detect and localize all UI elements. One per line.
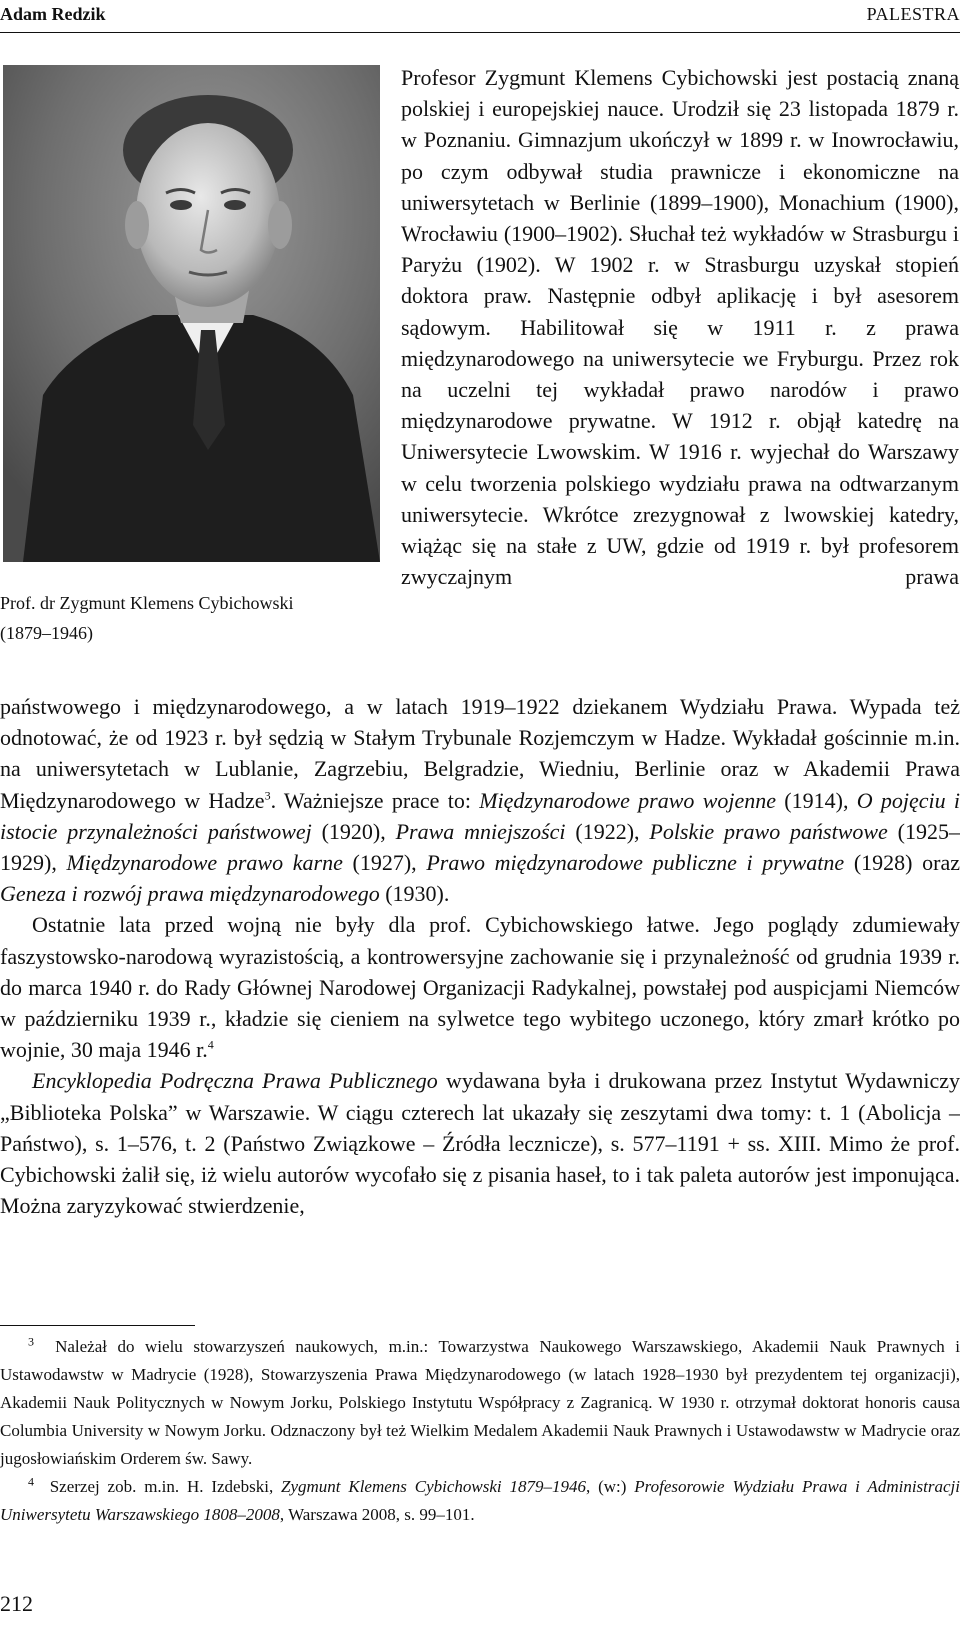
work-year: (1914),: [776, 787, 857, 813]
work-title: Prawa mniejszości: [395, 818, 566, 844]
caption-name: Prof. dr Zygmunt Klemens Cybichowski: [0, 593, 294, 613]
page-number: 212: [0, 1591, 33, 1616]
encyclopedia-title: Encyklopedia Podręczna Prawa Publicznego: [32, 1068, 438, 1094]
caption-dates: (1879–1946): [0, 623, 93, 643]
footnote-4-text-a: Szerzej zob. m.in. H. Izdebski,: [49, 1477, 282, 1496]
work-title: Geneza i rozwój prawa międzynarodowego: [0, 881, 380, 907]
footnote-4-title: Zygmunt Klemens Cybichowski 1879–1946: [281, 1477, 586, 1496]
footnote-4-text-c: , Warszawa 2008, s. 99–101.: [279, 1505, 475, 1524]
work-year: (1925–1929),: [0, 818, 960, 876]
footnote-4-book: Profesorowie Wydziału Prawa i Administracji Uniwersytetu Warszawskiego 1808–2008: [0, 1477, 960, 1524]
work-title: Międzynarodowe prawo karne: [66, 850, 343, 876]
work-year: (1920),: [311, 818, 396, 844]
header-author: Adam Redzik: [0, 4, 106, 24]
header-journal: PALESTRA: [866, 4, 960, 24]
paragraph-1: [0, 691, 960, 909]
work-year: (1930).: [379, 881, 450, 907]
paragraph-2: [0, 909, 960, 1065]
footnote-4-text-b: , (w:): [585, 1477, 635, 1496]
p1-text-b: . Ważniejsze prace to:: [270, 787, 480, 813]
p3-text: wydawana była i drukowana przez Instytut Wydawniczy „Biblioteka Polska” w Warszawie. W ciągu czterech lat ukazały się zeszytami dwa tomy: t. 1 (Abolicja – Państwo), s. 1–576, t. 2 (Państwo Związkowe – Źródła lecznicze), s. 577–1191 + ss. XIII. Mimo że prof. Cybichowski żalił się, iż wielu autorów wycofało się z pisania haseł, to i tak paleta autorów jest imponująca. Można zaryzykować stwierdzenie,: [0, 1068, 960, 1219]
work-year: (1922),: [565, 818, 650, 844]
footnote-4: [0, 1473, 960, 1529]
portrait-illustration: [3, 65, 380, 562]
work-year: (1928) oraz: [844, 850, 960, 876]
p1-text-a: państwowego i międzynarodowego, a w latach 1919–1922 dziekanem Wydziału Prawa. Wypada też odnotować, że od 1923 r. był sędzią w Stałym Trybunale Rozjemczym w Hadze. Wykładał gościnnie m.in. na uniwersytetach w Lublanie, Zagrzebiu, Belgradzie, Wiedniu, Berlinie oraz w Akademii Prawa Międzynarodowego w Hadze: [0, 694, 960, 813]
work-title: Międzynarodowe prawo wojenne: [479, 787, 777, 813]
work-title: Polskie prawo państwowe: [649, 818, 888, 844]
portrait-photo: [3, 65, 380, 562]
p2-text: Ostatnie lata przed wojną nie były dla prof. Cybichowskiego łatwe. Jego poglądy zdumiewały faszystowsko-narodową wyrazistością, a kontrowersyjne zachowanie się i przynależność od grudnia 1939 r. do marca 1940 r. do Rady Głównej Narodowej Organizacji Radykalnej, powstałej pod auspicjami Niemców w październiku 1939 r., kładzie się cieniem na sylwetce tego wybitego uczonego, który zmarł krótko po wojnie, 30 maja 1946 r.: [0, 912, 960, 1063]
footnote-ref-4[interactable]: 4: [207, 1037, 214, 1052]
footnote-ref-3[interactable]: 3: [264, 788, 271, 803]
work-year: (1927),: [342, 850, 427, 876]
footnotes: [0, 1333, 960, 1529]
footnote-3: [0, 1333, 960, 1473]
right-column-text: [401, 62, 959, 592]
paragraph-3: [0, 1065, 960, 1221]
footnote-3-text: Należał do wielu stowarzyszeń naukowych, m.in.: Towarzystwa Naukowego Warszawskiego, Akademii Nauk Prawnych i Ustawodawstw w Madrycie (1928), Stowarzyszenia Prawa Międzynarodowego (w latach 1928–1930 był prezydentem tej organizacji), Akademii Nauk Politycznych w Nowym Jorku, Polskiego Instytutu Współpracy z Zagranicą. W 1930 r. otrzymał doktorat honoris causa Columbia University w Nowym Jorku. Odznaczony był też Wielkim Medalem Akademii Nauk Prawnych i Ustawodawstw w Madrycie oraz jugosłowiańskim Orderem św. Sawy.: [0, 1337, 960, 1468]
running-header: [0, 4, 960, 30]
work-title: Prawo międzynarodowe publiczne i prywatne: [426, 850, 845, 876]
biography-paragraph: Profesor Zygmunt Klemens Cybichowski jest postacią znaną polskiej i europejskiej nauce. Urodził się 23 listopada 1879 r. w Poznaniu. Gimnazjum ukończył w 1899 r. w Inowrocławiu, po czym odbywał studia prawnicze i ekonomiczne na uniwersytetach w Berlinie (1899–1900), Monachium (1900), Wrocławiu (1900–1902). Słuchał też wykładów w Strasburgu i Paryżu (1902). W 1902 r. w Strasburgu uzyskał stopień doktora praw. Następnie odbył aplikację i był asesorem sądowym. Habilitował się w 1911 r. z prawa międzynarodowego na uniwersytecie we Fryburgu. Przez rok na uczelni tej wykładał prawo narodów i prawo międzynarodowe prywatne. W 1912 r. objął katedrę na Uniwersytecie Lwowskim. W 1916 r. wyjechał do Warszawy w celu tworzenia polskiego wydziału prawa na odtwarzanym uniwersytecie. Wkrótce zrezygnował z lwowskiej katedry, wiążąc się na stałe z UW, gdzie od 1919 r. był profesorem zwyczajnym prawa: [401, 65, 959, 590]
header-rule: [0, 32, 960, 33]
photo-caption: [0, 588, 390, 648]
footnote-number: 3: [28, 1334, 34, 1349]
work-title: O pojęciu i istocie przynależności państwowej: [0, 787, 960, 844]
main-text: [0, 691, 960, 1221]
footnote-number: 4: [28, 1474, 34, 1489]
footnote-rule: [0, 1325, 195, 1326]
